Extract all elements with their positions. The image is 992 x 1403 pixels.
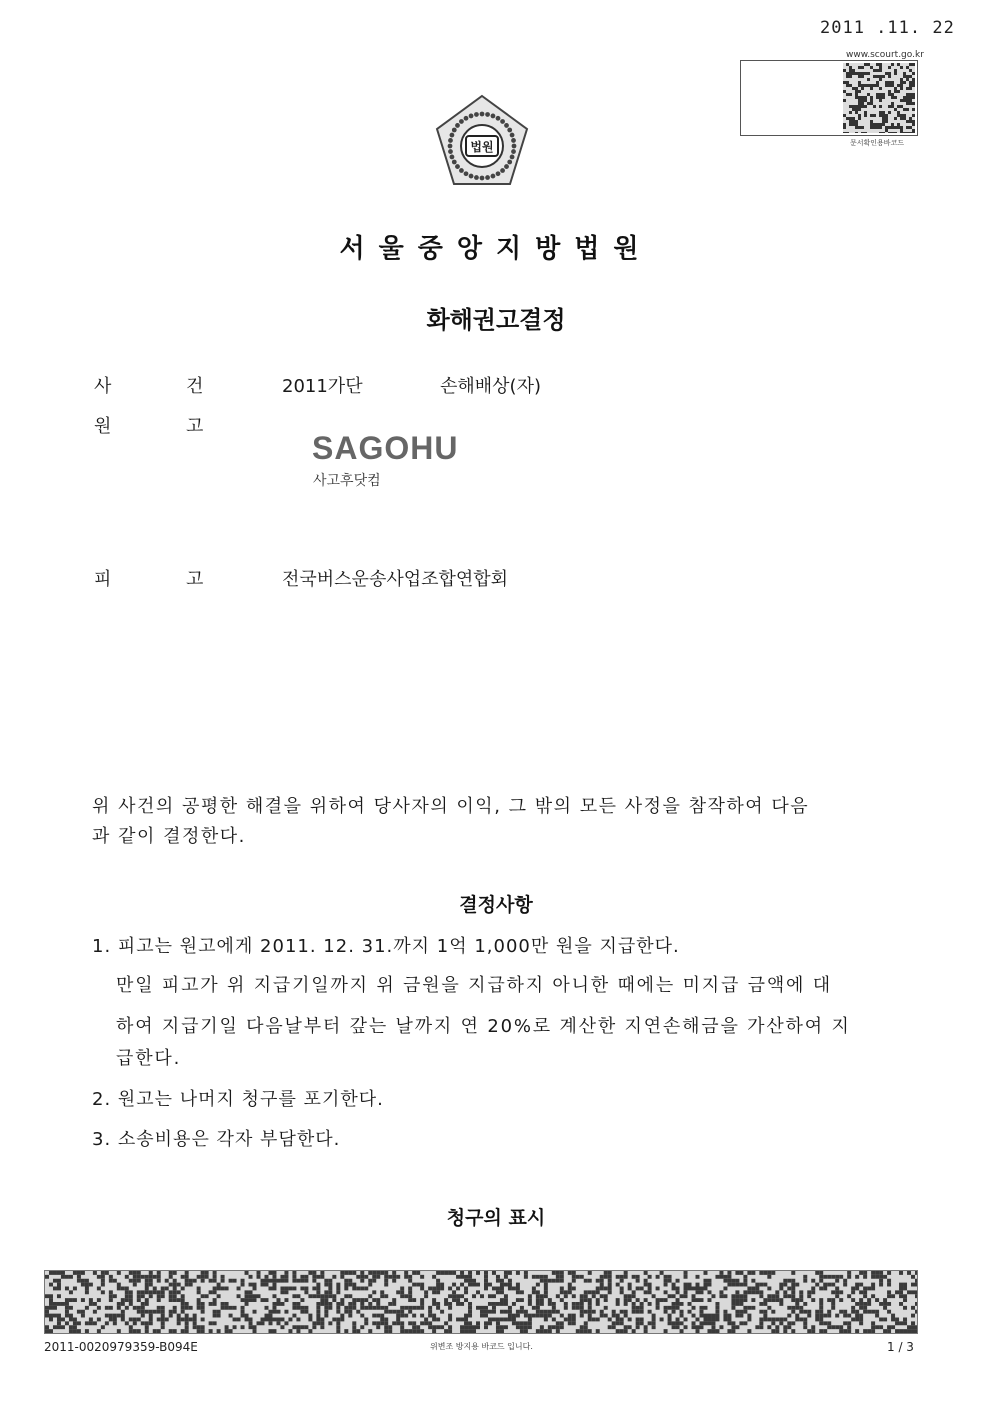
- court-name: 서울중앙지방법원: [339, 234, 653, 264]
- case-number: 2011가단: [282, 376, 363, 397]
- case-name: 손해배상(자): [440, 376, 541, 397]
- qr-code-icon: [843, 63, 915, 133]
- decision-heading: 결정사항: [459, 894, 533, 916]
- date-stamp: 2011 .11. 22: [820, 18, 955, 38]
- case-label-a: 사: [94, 376, 112, 397]
- decision-item-1-cont-2: 하여 지급기일 다음날부터 갚는 날까지 연 20%로 계산한 지연손해금을 가산하여 지: [116, 1016, 851, 1037]
- seal-text: 법원: [470, 140, 494, 154]
- barcode-note: 위변조 방지용 바코드 입니다.: [430, 1342, 533, 1351]
- intro-line-2: 과 같이 결정한다.: [92, 826, 246, 847]
- plaintiff-label-a: 원: [94, 416, 112, 437]
- plaintiff-logo: SAGOHU: [312, 430, 459, 466]
- decision-item-3: 3. 소송비용은 각자 부담한다.: [92, 1129, 341, 1150]
- qr-code-box: [740, 60, 918, 136]
- decision-item-1-cont-1: 만일 피고가 위 지급기일까지 위 금원을 지급하지 아니한 때에는 미지급 금액에 대: [116, 975, 832, 996]
- defendant-label-b: 고: [186, 569, 204, 590]
- decision-item-1: 1. 피고는 원고에게 2011. 12. 31.까지 1억 1,000만 원을 지급한다.: [92, 936, 680, 957]
- qr-caption: 문서확인용바코드: [850, 139, 905, 147]
- case-label-b: 건: [186, 376, 204, 397]
- plaintiff-logo-sub: 사고후닷컴: [313, 473, 381, 489]
- claims-heading: 청구의 표시: [446, 1207, 546, 1229]
- plaintiff-label-b: 고: [186, 416, 204, 437]
- defendant-label-a: 피: [94, 569, 112, 590]
- intro-line-1: 위 사건의 공평한 해결을 위하여 당사자의 이익, 그 밖의 모든 사정을 참작하여 다음: [92, 796, 810, 817]
- court-url: www.scourt.go.kr: [846, 50, 924, 60]
- anti-forgery-barcode-icon: [44, 1270, 918, 1334]
- decision-item-2: 2. 원고는 나머지 청구를 포기한다.: [92, 1089, 384, 1110]
- document-title: 화해권고결정: [426, 306, 566, 334]
- document-code: 2011-0020979359-B094E: [44, 1340, 198, 1354]
- defendant-name: 전국버스운송사업조합연합회: [282, 569, 509, 590]
- page-number: 1 / 3: [887, 1340, 914, 1354]
- intro-paragraph: [92, 792, 892, 852]
- decision-item-1-cont-3: 급한다.: [116, 1048, 182, 1069]
- court-seal-icon: [432, 92, 532, 192]
